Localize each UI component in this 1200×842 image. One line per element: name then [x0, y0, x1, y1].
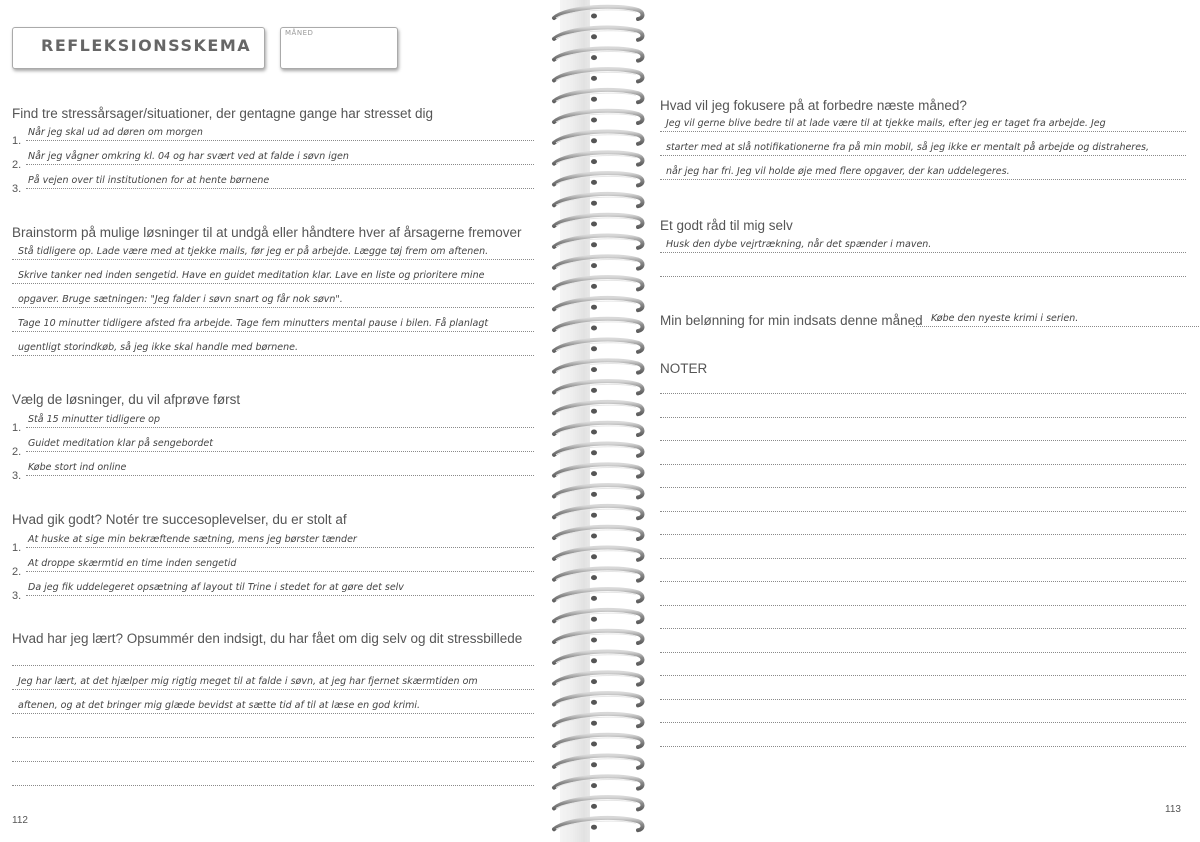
answer-text: Når jeg vågner omkring kl. 04 og har svært ved at falde i søvn igen: [28, 151, 349, 162]
answer-line[interactable]: [26, 459, 534, 476]
item-number: 1.: [12, 422, 22, 434]
answer-text: Købe stort ind online: [28, 462, 127, 473]
answer-line[interactable]: [12, 745, 534, 762]
spiral-coil: [554, 298, 643, 310]
answer-text: Jeg vil gerne blive bedre til at lade være til at tjekke mails, efter jeg er taget fra arbejde. Jeg: [666, 118, 1106, 129]
answer-text: Da jeg fik uddelegeret opsætning af layout til Trine i stedet for at gøre det selv: [28, 582, 404, 593]
notes-title: NOTER: [660, 361, 708, 376]
spiral-coil: [554, 28, 643, 40]
spiral-coil: [554, 277, 643, 289]
reward-answer-line[interactable]: [913, 310, 1200, 327]
answer-text: opgaver. Bruge sætningen: "Jeg falder i søvn snart og får nok søvn".: [18, 294, 343, 305]
notes-line[interactable]: [660, 659, 1186, 676]
notes-line[interactable]: [660, 565, 1186, 582]
answer-text: At huske at sige min bekræftende sætning, mens jeg børster tænder: [28, 534, 357, 545]
answer-text: At droppe skærmtid en time inden sengetid: [28, 558, 237, 569]
spiral-coil: [554, 152, 643, 164]
month-field[interactable]: [280, 27, 398, 69]
spiral-coil: [554, 69, 643, 81]
item-number: 2.: [12, 566, 22, 578]
notes-line[interactable]: [660, 424, 1186, 441]
left-page: [0, 0, 560, 842]
item-number: 3.: [12, 470, 22, 482]
spiral-coil: [554, 7, 643, 19]
spiral-coil: [554, 548, 643, 560]
spiral-coil: [554, 527, 643, 539]
spiral-coil: [554, 236, 643, 248]
answer-text: ugentligt storindkøb, så jeg ikke skal handle med børnene.: [18, 342, 298, 353]
right-page: [590, 0, 1200, 842]
answer-line[interactable]: [26, 555, 534, 572]
spiral-coil: [554, 589, 643, 601]
spiral-coil: [554, 48, 643, 60]
notes-line[interactable]: [660, 612, 1186, 629]
spiral-coil: [554, 568, 643, 580]
answer-text: Skrive tanker ned inden sengetid. Have en guidet meditation klar. Lave en liste og prioritere mine: [18, 270, 485, 281]
answer-line[interactable]: [26, 531, 534, 548]
answer-text: når jeg har fri. Jeg vil holde øje med flere opgaver, der kan uddelegeres.: [666, 166, 1010, 177]
spiral-coil: [554, 506, 643, 518]
spiral-coil: [554, 693, 643, 705]
answer-line[interactable]: [26, 148, 534, 165]
notes-line[interactable]: [660, 448, 1186, 465]
spiral-coil: [554, 90, 643, 102]
answer-line[interactable]: [12, 721, 534, 738]
spiral-coil: [554, 381, 643, 393]
notes-line[interactable]: [660, 730, 1186, 747]
answer-text: Når jeg skal ud ad døren om morgen: [28, 127, 203, 138]
brainstorm-question: Brainstorm på mulige løsninger til at undgå eller håndtere hver af årsagerne fremover: [12, 225, 522, 240]
spiral-coil: [554, 215, 643, 227]
spiral-coil: [554, 610, 643, 622]
answer-text: På vejen over til institutionen for at hente børnene: [28, 175, 270, 186]
item-number: 3.: [12, 590, 22, 602]
spiral-coil: [554, 631, 643, 643]
page-number-right: 113: [1165, 804, 1181, 815]
spiral-coil: [554, 797, 643, 809]
item-number: 1.: [12, 542, 22, 554]
success-question: Hvad gik godt? Notér tre succesoplevelser, du er stolt af: [12, 512, 347, 527]
answer-text: Stå tidligere op. Lade være med at tjekke mails, før jeg er på arbejde. Lægge tøj frem om aftenen.: [18, 246, 489, 257]
answer-text: Stå 15 minutter tidligere op: [28, 414, 161, 425]
month-label: MÅNED: [285, 29, 314, 37]
answer-text: Tage 10 minutter tidligere afsted fra arbejde. Tage fem minutters mental pause i bilen. Få planlagt: [18, 318, 489, 329]
answer-line[interactable]: [12, 315, 534, 332]
spiral-coil: [554, 652, 643, 664]
notes-line[interactable]: [660, 589, 1186, 606]
answer-line[interactable]: [26, 579, 534, 596]
answer-line[interactable]: [12, 267, 534, 284]
answer-line[interactable]: [12, 673, 534, 690]
stress-causes-question: Find tre stressårsager/situationer, der gentagne gange har stresset dig: [12, 106, 433, 121]
spiral-coil: [554, 423, 643, 435]
page-number-left: 112: [12, 815, 28, 826]
spiral-coil: [554, 194, 643, 206]
answer-line[interactable]: [12, 339, 534, 356]
spiral-coil: [554, 714, 643, 726]
learned-question: Hvad har jeg lært? Opsummér den indsigt, du har fået om dig selv og dit stressbillede: [12, 631, 523, 646]
answer-line[interactable]: [660, 260, 1186, 277]
answer-line[interactable]: [12, 769, 534, 786]
reward-answer: Købe den nyeste krimi i serien.: [931, 313, 1079, 324]
answer-text: Jeg har lært, at det hjælper mig rigtig meget til at falde i søvn, at jeg har fjernet skærmtiden om: [18, 676, 478, 687]
answer-line[interactable]: [12, 649, 534, 666]
notes-line[interactable]: [660, 518, 1186, 535]
answer-text: Husk den dybe vejrtrækning, når det spænder i maven.: [666, 239, 932, 250]
spiral-coil: [554, 319, 643, 331]
answer-line[interactable]: [12, 291, 534, 308]
answer-line[interactable]: [26, 435, 534, 452]
page-title: REFLEKSIONSSKEMA: [12, 27, 265, 69]
notes-line[interactable]: [660, 377, 1186, 394]
spiral-coil: [554, 735, 643, 747]
notes-line[interactable]: [660, 636, 1186, 653]
answer-line[interactable]: [26, 172, 534, 189]
reward-question: Min belønning for min indsats denne måned: [660, 313, 923, 328]
spiral-coil: [554, 256, 643, 268]
answer-line[interactable]: [26, 411, 534, 428]
spiral-coil: [554, 485, 643, 497]
spiral-coil: [554, 672, 643, 684]
spiral-coil: [554, 402, 643, 414]
spiral-coil: [554, 111, 643, 123]
notes-line[interactable]: [660, 706, 1186, 723]
answer-line[interactable]: [660, 236, 1186, 253]
notes-line[interactable]: [660, 401, 1186, 418]
choose-question: Vælg de løsninger, du vil afprøve først: [12, 392, 241, 407]
spiral-coil: [554, 340, 643, 352]
item-number: 3.: [12, 183, 22, 195]
item-number: 2.: [12, 159, 22, 171]
item-number: 1.: [12, 135, 22, 147]
spiral-coil: [554, 818, 643, 830]
answer-line[interactable]: [12, 243, 534, 260]
answer-text: aftenen, og at det bringer mig glæde bevidst at sætte tid af til at læse en god krimi.: [18, 700, 421, 711]
spiral-binding: [548, 0, 648, 842]
spiral-coil: [554, 132, 643, 144]
spiral-coil: [554, 776, 643, 788]
notes-line[interactable]: [660, 471, 1186, 488]
answer-text: Guidet meditation klar på sengebordet: [28, 438, 213, 449]
spiral-coil: [554, 173, 643, 185]
answer-line[interactable]: [12, 697, 534, 714]
answer-line[interactable]: [660, 139, 1186, 156]
focus-question: Hvad vil jeg fokusere på at forbedre næste måned?: [660, 98, 967, 113]
answer-line[interactable]: [660, 163, 1186, 180]
spiral-coil: [554, 444, 643, 456]
answer-line[interactable]: [26, 124, 534, 141]
answer-text: starter med at slå notifikationerne fra på min mobil, så jeg ikke er mentalt på arbejde og distraheres,: [666, 142, 1150, 153]
spiral-coil: [554, 464, 643, 476]
spiral-coil: [554, 756, 643, 768]
notes-line[interactable]: [660, 542, 1186, 559]
notes-line[interactable]: [660, 683, 1186, 700]
answer-line[interactable]: [660, 115, 1186, 132]
item-number: 2.: [12, 446, 22, 458]
advice-question: Et godt råd til mig selv: [660, 218, 793, 233]
spiral-coil: [554, 360, 643, 372]
notes-line[interactable]: [660, 495, 1186, 512]
